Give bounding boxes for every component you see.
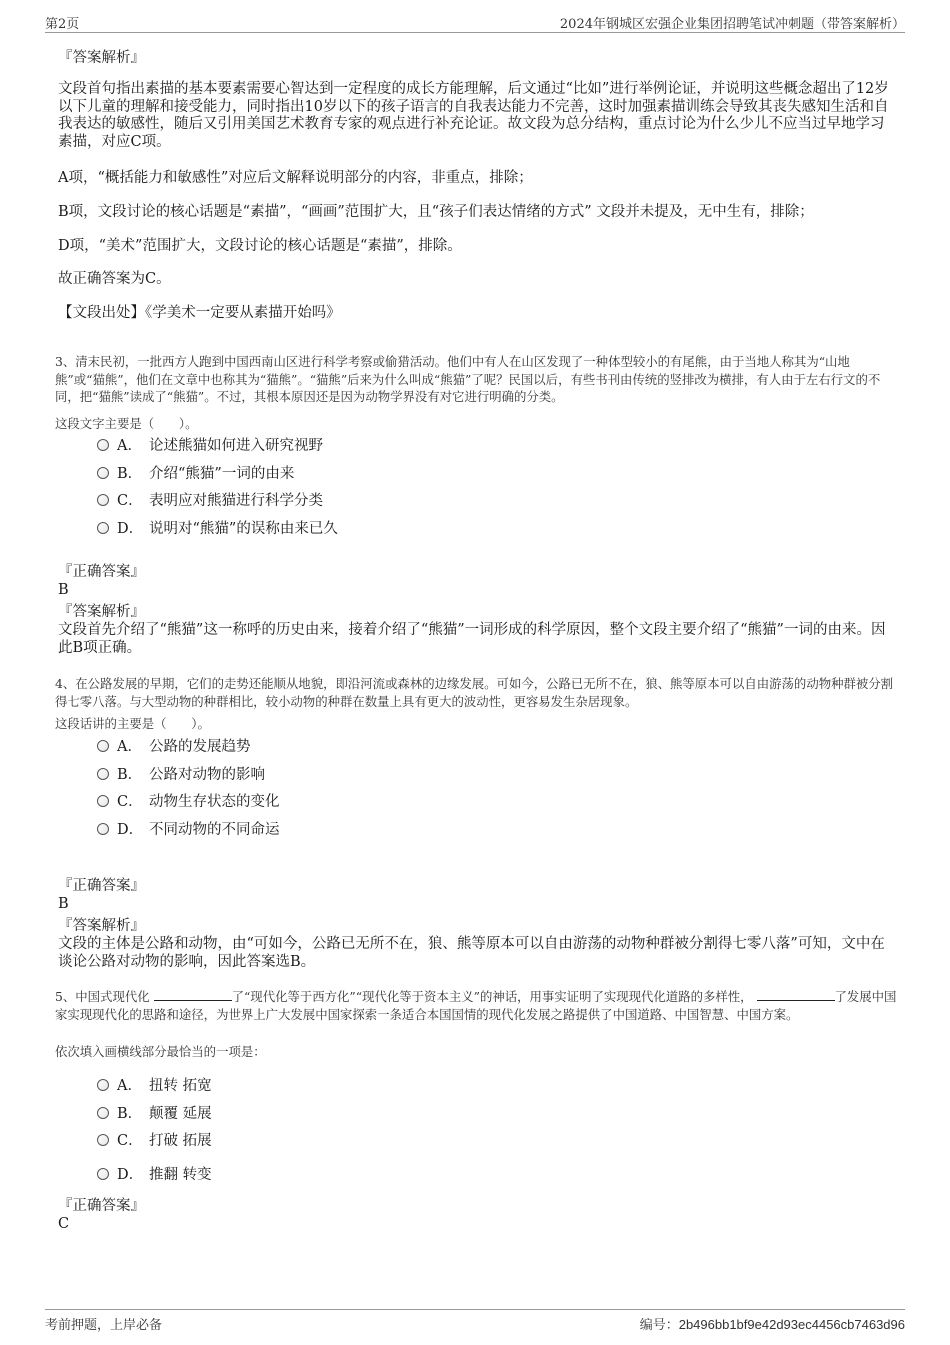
- q4-analysis-text: 文段的主体是公路和动物，由“可如今，公路已无所不在，狼、熊等原本可以自由游荡的动物种群被分割得七零八落”可知，文中在谈论公路对动物的影响，因此答案选B。: [58, 936, 885, 970]
- q2-note-a: A项，“概括能力和敏感性”对应后文解释说明部分的内容，非重点，排除；: [58, 170, 533, 186]
- q2-note-d: D项，“美术”范围扩大，文段讨论的核心话题是“素描”，排除。: [58, 238, 462, 254]
- q3-option-a[interactable]: A． 论述熊猫如何进入研究视野: [97, 436, 323, 456]
- radio-icon[interactable]: [97, 795, 109, 807]
- radio-icon[interactable]: [97, 1107, 109, 1119]
- footer-slogan: 考前押题，上岸必备: [45, 1318, 163, 1333]
- q3-option-d[interactable]: D． 说明对“熊猫”的误称由来已久: [97, 519, 338, 539]
- q3-answer-label: 『正确答案』: [58, 564, 145, 580]
- q5-answer-label: 『正确答案』: [58, 1198, 145, 1214]
- radio-icon[interactable]: [97, 740, 109, 752]
- q4-option-b[interactable]: B． 公路对动物的影响: [97, 765, 265, 785]
- q3-question-text: 3、清末民初，一批西方人跑到中国西南山区进行科学考察或偷猎活动。他们中有人在山区发现了一种体型较小的有尾熊，由于当地人称其为“山地熊”或“猫熊”，他们在文章中也称其为“猫熊”。“猫熊”后来为什么叫成“熊猫”了呢？民国以后，有些书刊由传统的竖排改为横排，有人由于左右行文的不同，把“猫熊”读成了“熊猫”。不过，其根本原因还是因为动物学界没有对它进行明确的分类。: [55, 354, 881, 404]
- q2-analysis-text: 文段首句指出素描的基本要素需要心智达到一定程度的成长方能理解，后文通过“比如”进行举例论证，并说明这些概念超出了12岁以下儿童的理解和接受能力，同时指出10岁以下的孩子语言的自我表达能力不完善，这时加强素描训练会导致其丧失感知生活和自我表达的敏感性，随后又引用美国艺术教育专家的观点进行补充论证。故文段为总分结构，重点讨论为什么少儿不应当过早地学习素描，对应C项。: [58, 81, 889, 150]
- q2-note-b: B项，文段讨论的核心话题是“素描”，“画画”范围扩大，且“孩子们表达情绪的方式” 文段并未提及，无中生有，排除；: [58, 204, 814, 220]
- q5-prompt: 依次填入画横线部分最恰当的一项是：: [55, 1044, 266, 1059]
- radio-icon[interactable]: [97, 1079, 109, 1091]
- radio-icon[interactable]: [97, 1134, 109, 1146]
- q4-prompt: 这段话讲的主要是（ ）。: [55, 716, 210, 731]
- q2-source: 【文段出处】《学美术一定要从素描开始吗》: [58, 305, 341, 321]
- q5-answer: C: [58, 1216, 70, 1232]
- q4-answer-label: 『正确答案』: [58, 878, 145, 894]
- q3-analysis-text: 文段首先介绍了“熊猫”这一称呼的历史由来，接着介绍了“熊猫”一词形成的科学原因，整个文段主要介绍了“熊猫”一词的由来。因此B项正确。: [58, 622, 886, 656]
- q2-analysis-label: 『答案解析』: [58, 50, 145, 66]
- fill-blank-2[interactable]: [757, 988, 835, 1001]
- radio-icon[interactable]: [97, 522, 109, 534]
- radio-icon[interactable]: [97, 823, 109, 835]
- header-divider: [45, 32, 905, 33]
- radio-icon[interactable]: [97, 494, 109, 506]
- q5-question-text: 5、中国式现代化 了“现代化等于西方化”“现代化等于资本主义”的神话，用事实证明了实现现代化道路的多样性， 了发展中国家实现现代化的思路和途径，为世界上广大发展中国家探索一条适合本国国情的现代化发展之路提供了中国道路、中国智慧、中国方案。: [55, 989, 897, 1022]
- q4-question-text: 4、在公路发展的早期，它们的走势还能顺从地貌，即沿河流或森林的边缘发展。可如今，公路已无所不在，狼、熊等原本可以自由游荡的动物种群被分割得七零八落。与大型动物的种群相比，较小动物的种群在数量上具有更大的波动性，更容易发生杂居现象。: [55, 676, 894, 709]
- radio-icon[interactable]: [97, 1168, 109, 1180]
- q3-answer: B: [58, 582, 69, 598]
- q5-option-c[interactable]: C． 打破 拓展: [97, 1131, 212, 1151]
- document-code: 编号：2b496bb1bf9e42d93ec4456cb7463d96: [639, 1317, 905, 1333]
- q3-prompt: 这段文字主要是（ ）。: [55, 416, 198, 431]
- footer-divider: [45, 1309, 905, 1310]
- q4-option-a[interactable]: A． 公路的发展趋势: [97, 737, 251, 757]
- q3-option-b[interactable]: B． 介绍“熊猫”一词的由来: [97, 464, 294, 484]
- radio-icon[interactable]: [97, 768, 109, 780]
- radio-icon[interactable]: [97, 439, 109, 451]
- document-title: 2024年钢城区宏强企业集团招聘笔试冲刺题（带答案解析）: [559, 17, 905, 32]
- q5-option-a[interactable]: A． 扭转 拓宽: [97, 1076, 212, 1096]
- radio-icon[interactable]: [97, 467, 109, 479]
- q4-analysis-label: 『答案解析』: [58, 918, 145, 934]
- q5-option-b[interactable]: B． 颠覆 延展: [97, 1104, 212, 1124]
- q2-conclusion: 故正确答案为C。: [58, 271, 171, 287]
- fill-blank-1[interactable]: [154, 988, 232, 1001]
- q5-option-d[interactable]: D． 推翻 转变: [97, 1165, 212, 1185]
- q4-answer: B: [58, 896, 69, 912]
- page-number: 第2页: [45, 17, 80, 32]
- q4-option-d[interactable]: D． 不同动物的不同命运: [97, 820, 280, 840]
- q4-option-c[interactable]: C． 动物生存状态的变化: [97, 792, 280, 812]
- q3-analysis-label: 『答案解析』: [58, 604, 145, 620]
- q3-option-c[interactable]: C． 表明应对熊猫进行科学分类: [97, 491, 323, 511]
